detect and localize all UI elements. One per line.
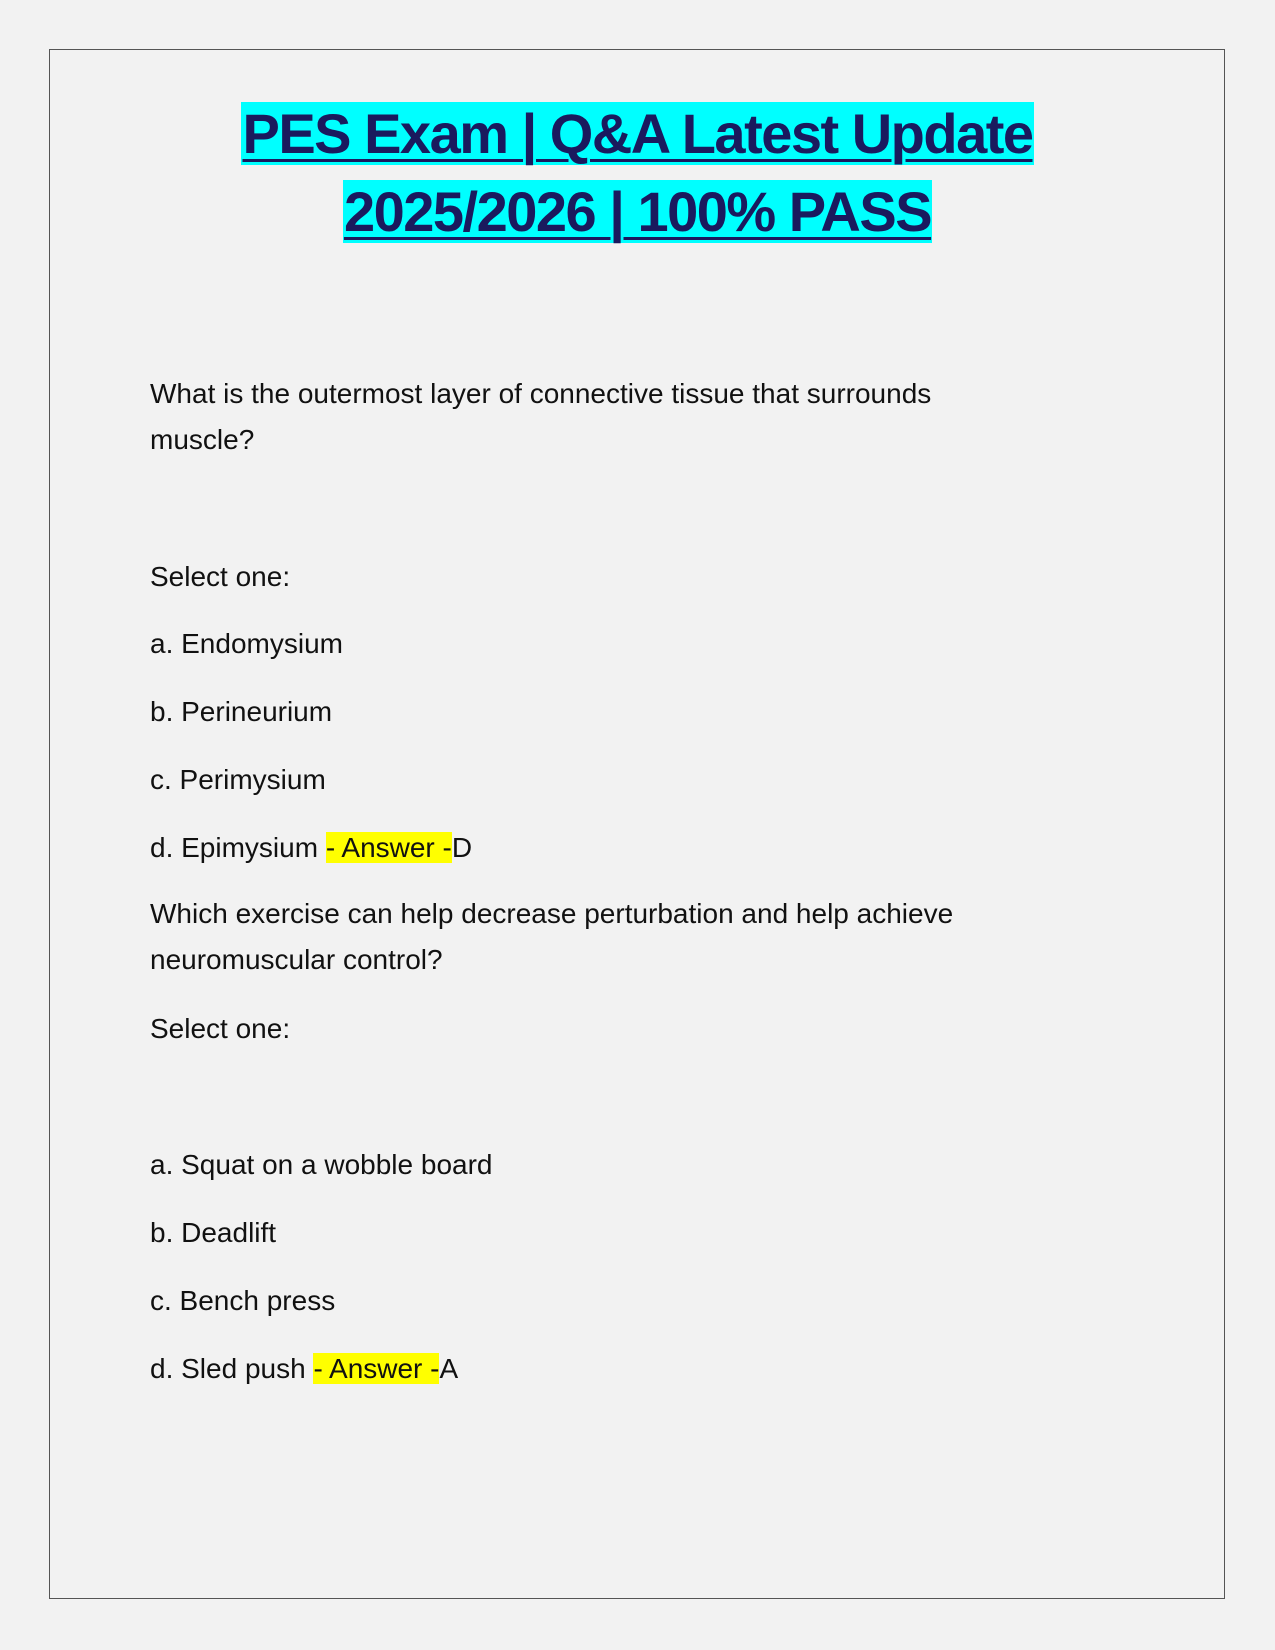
title-line-1: PES Exam | Q&A Latest Update xyxy=(242,102,1033,165)
title-line-2: 2025/2026 | 100% PASS xyxy=(343,180,932,243)
question-1-option-b: b. Perineurium xyxy=(150,696,333,727)
document-title xyxy=(0,95,1275,251)
question-1-option-c: c. Perimysium xyxy=(150,764,326,795)
question-2-option-d-row xyxy=(150,1346,458,1392)
question-1-select-label: Select one: xyxy=(150,561,291,592)
question-2-answer-value: A xyxy=(439,1353,459,1384)
question-2-prompt-line-1: Which exercise can help decrease perturbation and help achieve xyxy=(150,898,954,929)
question-1-answer-value: D xyxy=(451,832,473,863)
question-1-answer-label: - Answer - xyxy=(325,832,452,863)
question-1-prompt-line-1: What is the outermost layer of connective tissue that surrounds xyxy=(150,378,932,409)
question-2-option-d: d. Sled push xyxy=(150,1353,314,1384)
question-1-prompt-line-2: muscle? xyxy=(150,424,255,455)
question-1-option-d: d. Epimysium xyxy=(150,832,326,863)
question-1-option-a: a. Endomysium xyxy=(150,628,343,659)
question-2-prompt-line-2: neuromuscular control? xyxy=(150,944,443,975)
question-1-option-d-row xyxy=(150,825,472,871)
question-2-option-c: c. Bench press xyxy=(150,1285,336,1316)
question-2-select-label: Select one: xyxy=(150,1013,291,1044)
question-2-answer-label: - Answer - xyxy=(313,1353,440,1384)
question-2-prompt xyxy=(150,891,953,983)
question-2-option-b: b. Deadlift xyxy=(150,1217,277,1248)
question-2-option-a: a. Squat on a wobble board xyxy=(150,1149,493,1180)
question-1-prompt xyxy=(150,371,931,463)
